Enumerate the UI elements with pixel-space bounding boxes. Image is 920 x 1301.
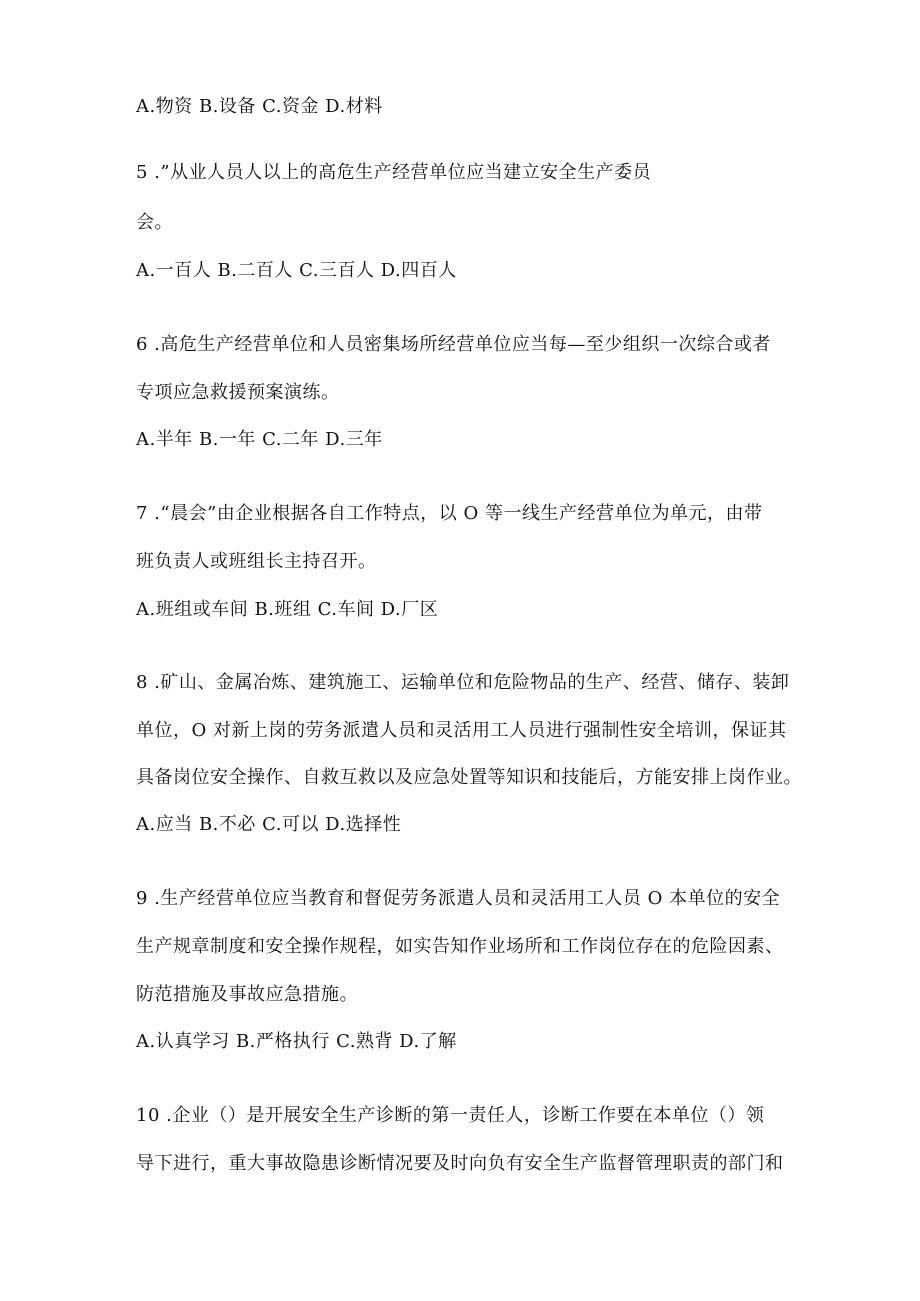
question-6-line-1: 6 .高危生产经营单位和人员密集场所经营单位应当每—至少组织一次综合或者 <box>136 334 771 355</box>
question-9-options: A.认真学习 B.严格执行 C.熟背 D.了解 <box>136 1031 457 1052</box>
question-5-line-2: 会。 <box>136 212 173 233</box>
question-8-options: A.应当 B.不必 C.可以 D.选择性 <box>136 814 402 835</box>
question-7-line-1: 7 .“晨会”由企业根据各自工作特点，以 O 等一线生产经营单位为单元，由带 <box>136 503 763 524</box>
question-9-line-2: 生产规章制度和安全操作规程，如实告知作业场所和工作岗位存在的危险因素、 <box>136 936 784 957</box>
question-6-options: A.半年 B.一年 C.二年 D.三年 <box>136 429 383 450</box>
question-8-line-3: 具备岗位安全操作、自救互救以及应急处置等知识和技能后，方能安排上岗作业。 <box>136 767 802 788</box>
question-8-line-2: 单位，O 对新上岗的劳务派遣人员和灵活用工人员进行强制性安全培训，保证其 <box>136 720 787 741</box>
question-9-line-1: 9 .生产经营单位应当教育和督促劳务派遣人员和灵活用工人员 O 本单位的安全 <box>136 888 781 909</box>
question-8-line-1: 8 .矿山、金属冶炼、建筑施工、运输单位和危险物品的生产、经营、储存、装卸 <box>136 672 790 693</box>
options-line: A.物资 B.设备 C.资金 D.材料 <box>136 96 383 117</box>
question-10-line-2: 导下进行，重大事故隐患诊断情况要及时向负有安全生产监督管理职责的部门和 <box>136 1153 784 1174</box>
question-5-line-1: 5 .”从业人员人以上的高危生产经营单位应当建立安全生产委员 <box>136 162 652 183</box>
question-7-options: A.班组或车间 B.班组 C.车间 D.厂区 <box>136 599 439 620</box>
question-7-line-2: 班负责人或班组长主持召开。 <box>136 551 377 572</box>
question-9-line-3: 防范措施及事故应急措施。 <box>136 984 358 1005</box>
question-6-line-2: 专项应急救援预案演练。 <box>136 382 340 403</box>
question-5-options: A.一百人 B.二百人 C.三百人 D.四百人 <box>136 260 457 281</box>
question-10-line-1: 10 .企业（）是开展安全生产诊断的第一责任人，诊断工作要在本单位（）领 <box>136 1105 765 1126</box>
